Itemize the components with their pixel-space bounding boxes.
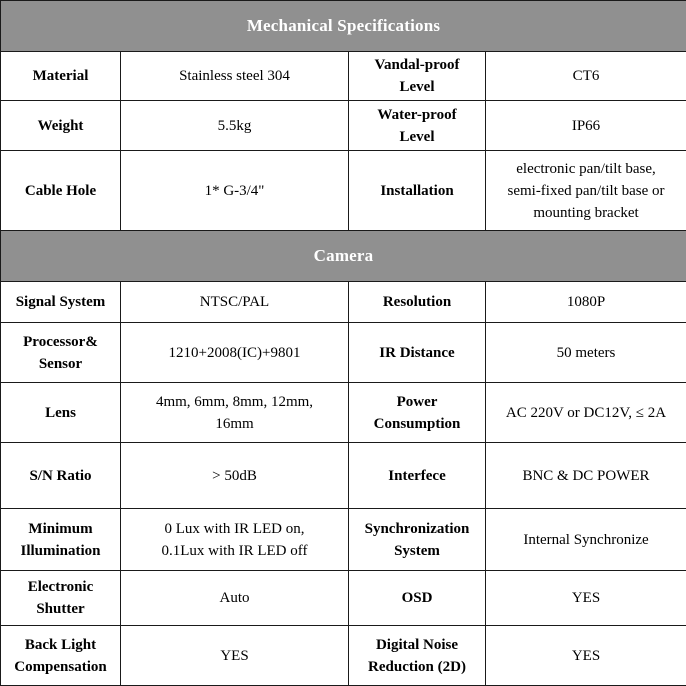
table-row [1, 101, 686, 151]
spec-label: IR Distance [349, 323, 486, 383]
spec-value: 1210+2008(IC)+9801 [121, 323, 349, 383]
spec-label: Power Consumption [349, 383, 486, 443]
spec-value: YES [486, 626, 686, 686]
spec-label: Weight [1, 101, 121, 151]
spec-value: Auto [121, 571, 349, 626]
section-header-camera [1, 231, 686, 282]
table-row [1, 383, 686, 443]
spec-label: Electronic Shutter [1, 571, 121, 626]
spec-value: NTSC/PAL [121, 282, 349, 323]
section-header-mechanical [1, 1, 686, 52]
spec-value: 0 Lux with IR LED on, 0.1Lux with IR LED off [121, 509, 349, 571]
spec-label: Signal System [1, 282, 121, 323]
spec-value: electronic pan/tilt base, semi-fixed pan/tilt base or mounting bracket [486, 151, 686, 231]
spec-value: 4mm, 6mm, 8mm, 12mm, 16mm [121, 383, 349, 443]
spec-value: BNC & DC POWER [486, 443, 686, 509]
spec-value: > 50dB [121, 443, 349, 509]
spec-value: YES [121, 626, 349, 686]
spec-value: 50 meters [486, 323, 686, 383]
table-row [1, 509, 686, 571]
spec-label: Synchronization System [349, 509, 486, 571]
spec-label: Lens [1, 383, 121, 443]
spec-value: AC 220V or DC12V, ≤ 2A [486, 383, 686, 443]
spec-label: Processor& Sensor [1, 323, 121, 383]
table-row [1, 52, 686, 101]
spec-value: YES [486, 571, 686, 626]
spec-label: Minimum Illumination [1, 509, 121, 571]
spec-value: Internal Synchronize [486, 509, 686, 571]
table-row [1, 282, 686, 323]
spec-value: 1080P [486, 282, 686, 323]
spec-value: 5.5kg [121, 101, 349, 151]
table-row [1, 151, 686, 231]
table-row [1, 626, 686, 686]
table-row [1, 571, 686, 626]
spec-value: Stainless steel 304 [121, 52, 349, 101]
spec-label: Vandal-proof Level [349, 52, 486, 101]
spec-label: Interfece [349, 443, 486, 509]
spec-label: Installation [349, 151, 486, 231]
spec-label: Digital Noise Reduction (2D) [349, 626, 486, 686]
spec-value: 1* G-3/4" [121, 151, 349, 231]
spec-label: OSD [349, 571, 486, 626]
table-row [1, 443, 686, 509]
spec-label: Back Light Compensation [1, 626, 121, 686]
table-row [1, 323, 686, 383]
spec-label: Resolution [349, 282, 486, 323]
spec-label: S/N Ratio [1, 443, 121, 509]
spec-value: CT6 [486, 52, 686, 101]
spec-value: IP66 [486, 101, 686, 151]
section-title: Camera [1, 231, 686, 282]
section-title: Mechanical Specifications [1, 1, 686, 52]
spec-label: Material [1, 52, 121, 101]
spec-label: Cable Hole [1, 151, 121, 231]
spec-label: Water-proof Level [349, 101, 486, 151]
